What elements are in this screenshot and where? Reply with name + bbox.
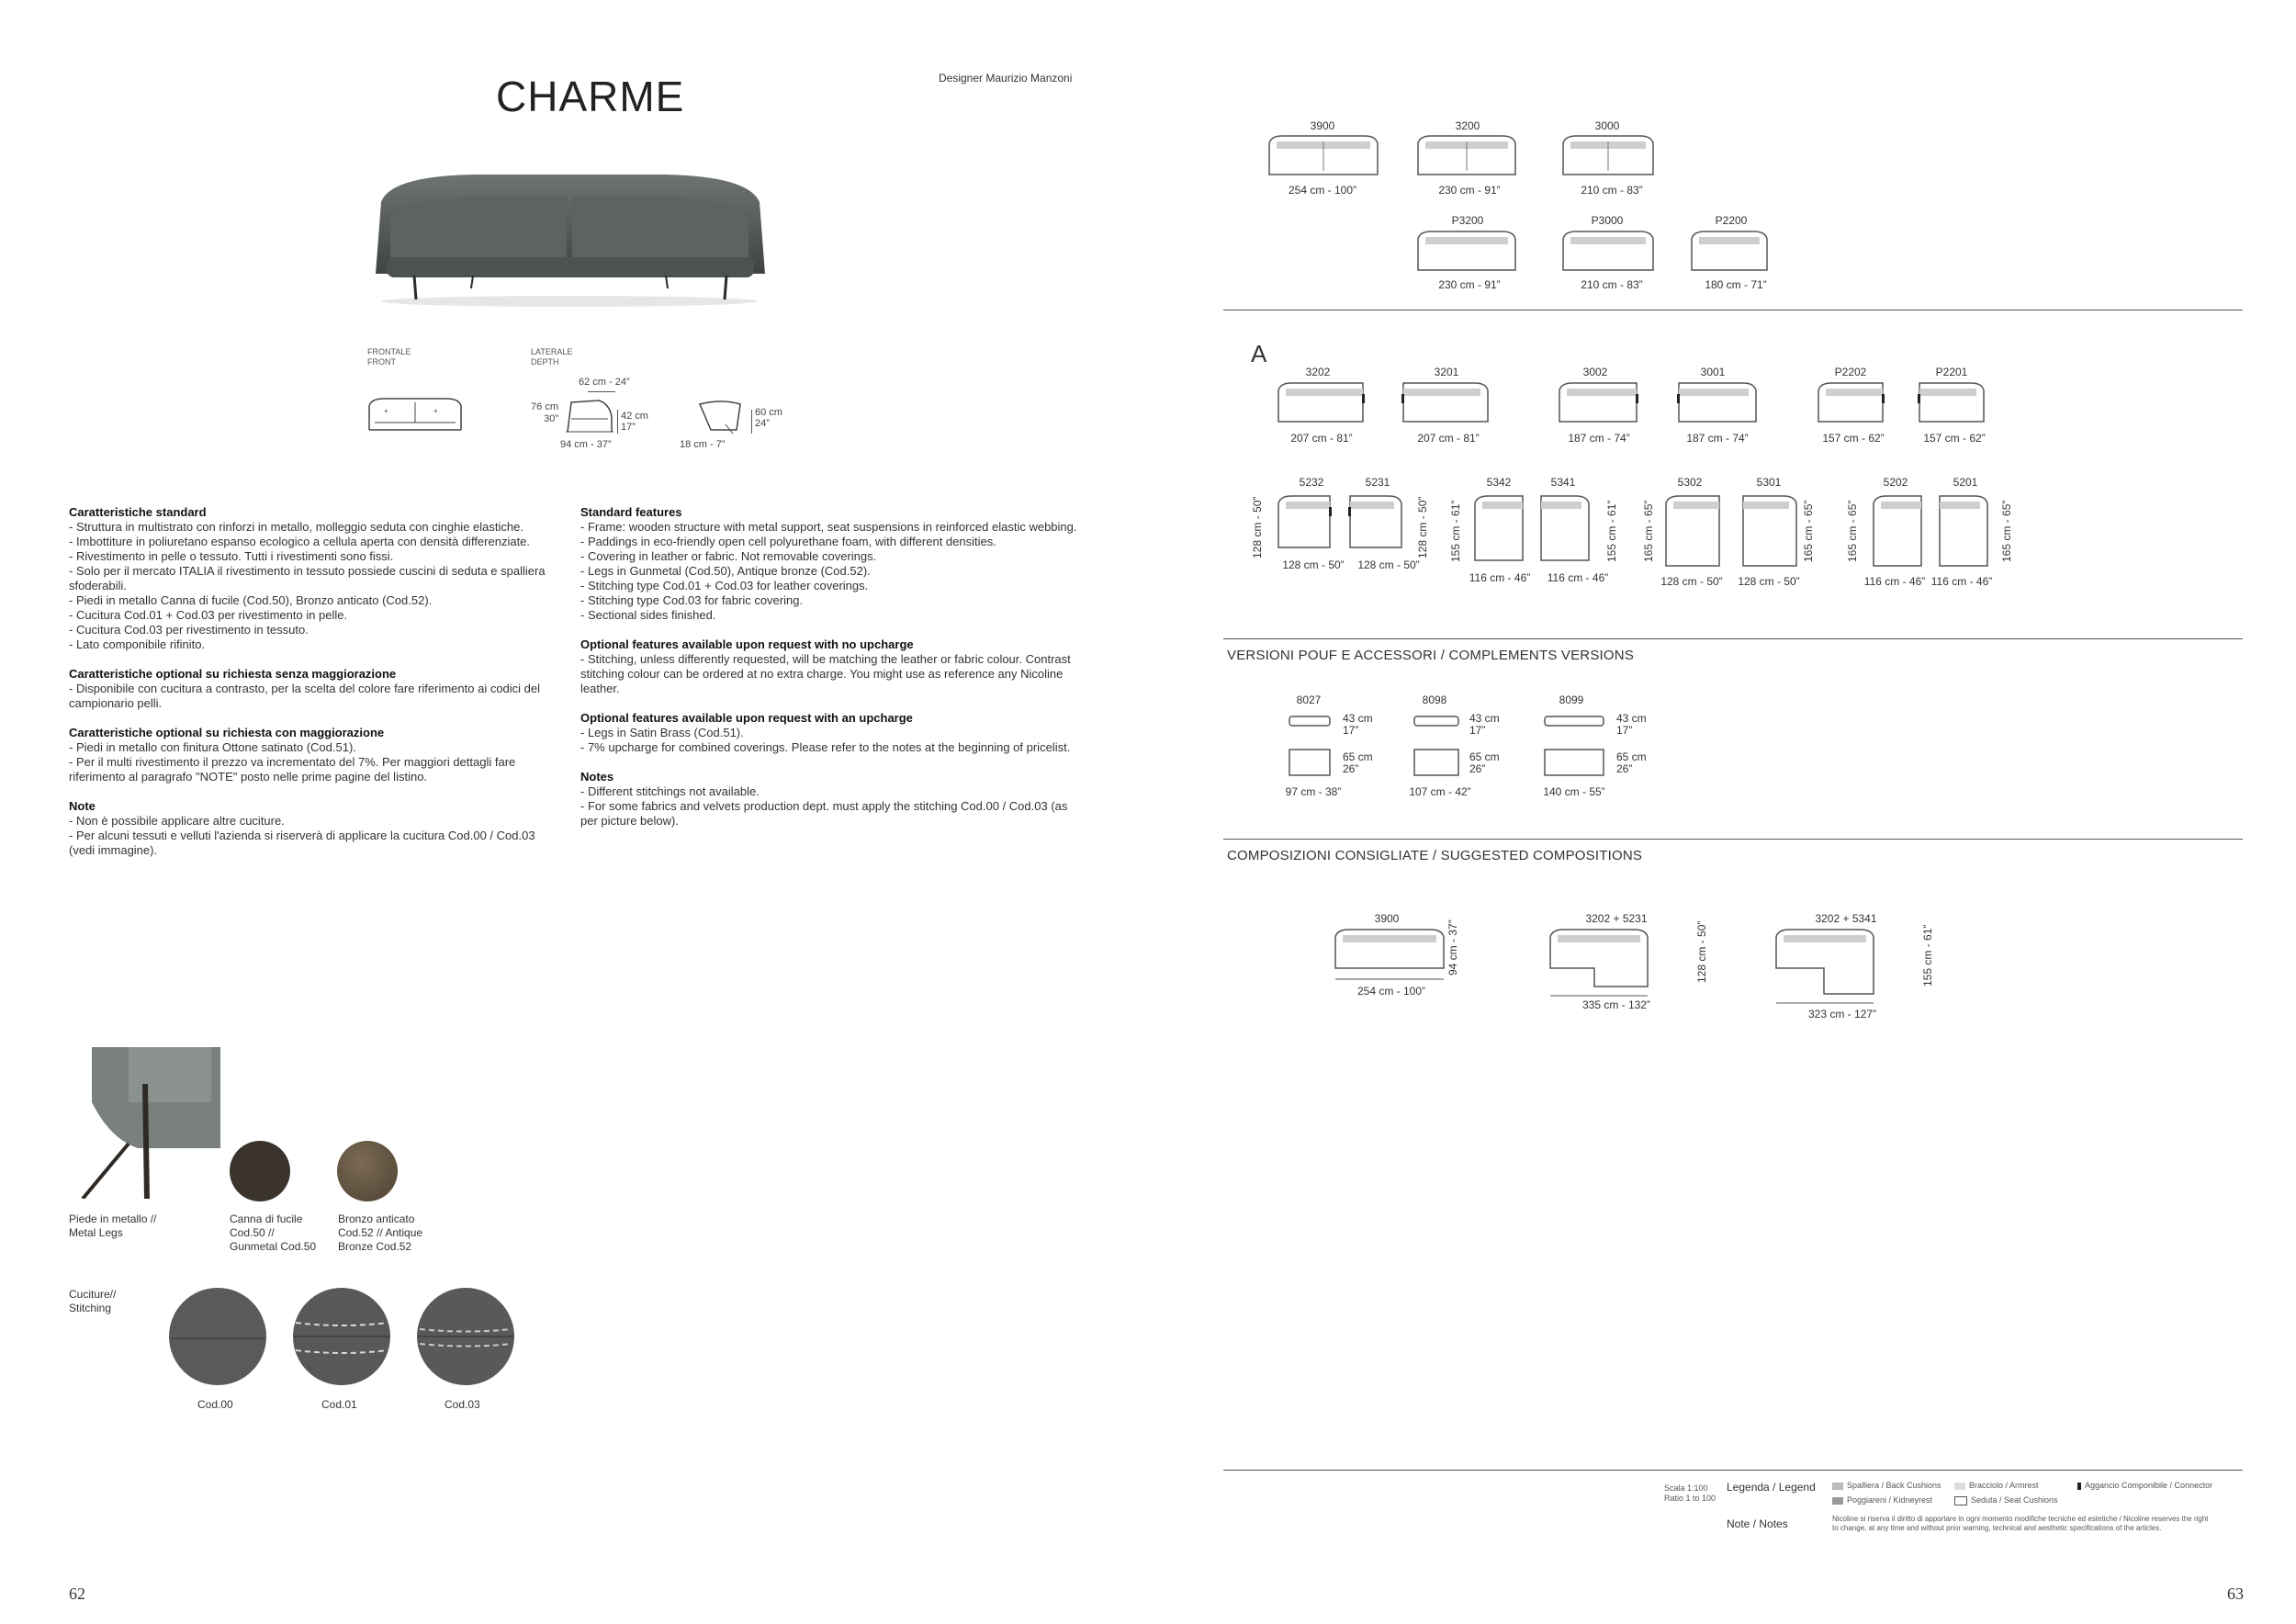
model-3900-dim: 254 cm - 100” (1288, 184, 1357, 197)
pouf-8027-width: 97 cm - 38” (1285, 785, 1342, 798)
cod03-label: Cod.03 (445, 1398, 480, 1411)
model-p3000-dim: 210 cm - 83” (1581, 278, 1643, 291)
pouf-8098: 8098 (1422, 694, 1447, 706)
english-features: Standard features - Frame: wooden structure with metal support, seat suspensions in reinforced elastic webbing. - Paddings in eco-friendly open cell polyurethane foam, with different densities. - Covering in leather or fabric. Not removable coverings. - Legs in Gunmetal (Cod.50), Antique bronze (Cod.52). - Stitching type Cod.01 + Cod.03 for leather coverings. - Stitching type Cod.03 for fabric covering. - Sectional sides finished. Optional features available upon request with no upcharge - Stitching, unless differently requested, will be matching the leather or fabric colour. Contrast stitching colour can be ordered at no extra charge. You might use as reference any Nicoline leather. Optional features available upon request with an upcharge - Legs in Satin Brass (Cod.51). - 7% upcharge for combined coverings. Please refer to the notes at the beginning of pricelist. Notes - Different stitchings not available. - For some fabrics and velvets production dept. must apply the stitching Cod.00 / Cod.03 (as per picture below). (580, 505, 1077, 828)
pouf-8027: 8027 (1296, 694, 1322, 706)
model-p2202-dim: 157 cm - 62” (1822, 432, 1885, 445)
model-p2202: P2202 (1834, 366, 1867, 378)
scale-it: Scala 1:100 (1664, 1483, 1708, 1493)
pouf-section-title: VERSIONI POUF E ACCESSORI / COMPLEMENTS VERSIONS (1227, 648, 1635, 663)
model-p3200-dim: 230 cm - 91” (1438, 278, 1501, 291)
comp-3-model: 3202 + 5341 (1815, 912, 1877, 925)
comp-1-width: 254 cm - 100” (1356, 985, 1426, 998)
notes-line-2: to change, at any time and without prior warning, technical and aesthetic specifications of the articles. (1832, 1524, 2162, 1532)
sofa-front-image (363, 165, 776, 312)
pouf-8099: 8099 (1559, 694, 1584, 706)
height-42: 42 cm (621, 411, 648, 422)
corner-5302-width: 128 cm - 50” (1660, 575, 1723, 588)
pouf-8098-depth: 65 cm (1469, 750, 1500, 763)
section-a-letter: A (1251, 340, 1267, 367)
model-5341: 5341 (1550, 476, 1576, 489)
side-angle-drawing (694, 399, 749, 435)
gunmetal-code: Cod.50 // (230, 1226, 275, 1239)
model-5302: 5302 (1677, 476, 1703, 489)
product-title: CHARME (496, 73, 685, 120)
corner-5342-depth: 155 cm - 61” (1449, 500, 1462, 562)
front-label: FRONT (367, 357, 396, 367)
svg-text:+: + (433, 407, 438, 415)
depth-62: 62 cm - 24” (579, 377, 630, 388)
model-5202: 5202 (1883, 476, 1908, 489)
italian-features: Caratteristiche standard - Struttura in multistrato con rinforzi in metallo, molleggio seduta con cinghie elastiche. - Imbottiture in poliuretano espanso ecologico a cellula aperta con densità differenziate. - Rivestimento in pelle o tessuto. Tutti i rivestimenti sono fissi. - Solo per il mercato ITALIA il rivestimento in tessuto possiede cuscini di seduta e spalliera sfoderabili. - Piedi in metallo Canna di fucile (Cod.50), Bronzo anticato (Cod.52). - Cucitura Cod.01 + Cod.03 per rivestimento in pelle. - Cucitura Cod.03 per rivestimento in tessuto. - Lato componibile rifinito. Caratteristiche optional su richiesta senza maggiorazione - Disponibile con cucitura a contrasto, per la scelta del colore fare riferimento ai codici del campionario pelli. Caratteristiche optional su richiesta con maggiorazione - Piedi in metallo con finitura Ottone satinato (Cod.51). - Per il multi rivestimento il prezzo va incrementato del 7%. Per maggiori dettagli fare riferimento al paragrafo "NOTE" posto nelle prime pagine del listino. Note - Non è possibile applicare altre cuciture. - Per alcuni tessuti e velluti l'azienda si riserverà di applicare la cucitura Cod.00 / Cod.03 (vedi immagine). (69, 505, 546, 857)
pouf-8027-height-in: 17” (1343, 724, 1359, 737)
bronze-swatch (337, 1141, 398, 1201)
bronze-label: Bronzo anticato (338, 1212, 415, 1225)
scale-en: Ratio 1 to 100 (1664, 1494, 1716, 1503)
legs-label-en: Metal Legs (69, 1226, 123, 1239)
section-a-row1-drawings (1275, 381, 1991, 429)
pouf-8027-height: 43 cm (1343, 712, 1373, 725)
metal-leg-photo (73, 1047, 220, 1199)
top-row-2-drawings (1414, 230, 1782, 276)
model-p3200: P3200 (1451, 214, 1484, 227)
cod00-label: Cod.00 (197, 1398, 233, 1411)
page-number-left: 62 (69, 1585, 85, 1603)
page-number-right: 63 (2227, 1585, 2244, 1603)
model-3002-dim: 187 cm - 74” (1568, 432, 1630, 445)
corner-5201-depth: 165 cm - 65” (2000, 500, 2013, 562)
model-p2201: P2201 (1935, 366, 1968, 378)
depth-18: 18 cm - 7” (680, 439, 726, 450)
designer-credit: Designer Maurizio Manzoni (939, 72, 1073, 85)
legend-connector: Aggancio Componibile / Connector (2085, 1481, 2213, 1490)
pouf-8027-depth-in: 26” (1343, 762, 1359, 775)
comp-1-depth: 94 cm - 37” (1446, 919, 1459, 976)
comp-2-model: 3202 + 5231 (1585, 912, 1648, 925)
gunmetal-label: Canna di fucile (230, 1212, 303, 1225)
model-3201-dim: 207 cm - 81” (1417, 432, 1480, 445)
connector-key (2077, 1483, 2081, 1490)
corner-5302-depth: 165 cm - 65” (1642, 500, 1655, 562)
pouf-8099-height: 43 cm (1616, 712, 1647, 725)
svg-text:+: + (384, 407, 388, 415)
model-5232: 5232 (1299, 476, 1324, 489)
model-p2201-dim: 157 cm - 62” (1923, 432, 1986, 445)
stitching-label-en: Stitching (69, 1302, 112, 1314)
comp-2-depth: 128 cm - 50” (1695, 920, 1708, 983)
height-42-in: 17” (621, 422, 636, 433)
pouf-drawings (1286, 713, 1607, 777)
pouf-8098-height-in: 17” (1469, 724, 1486, 737)
model-3900: 3900 (1310, 119, 1335, 132)
model-3200: 3200 (1455, 119, 1480, 132)
model-5301: 5301 (1756, 476, 1782, 489)
armrest-key (1954, 1483, 1965, 1490)
model-5231: 5231 (1365, 476, 1390, 489)
model-3001: 3001 (1700, 366, 1726, 378)
comp-1-model: 3900 (1374, 912, 1400, 925)
stitching-label-it: Cuciture// (69, 1288, 117, 1301)
front-view-drawing (366, 395, 467, 436)
height-76-in: 30” (544, 413, 558, 424)
corner-5231-depth: 128 cm - 50” (1416, 496, 1429, 558)
pouf-8099-depth-in: 26” (1616, 762, 1633, 775)
model-3002: 3002 (1582, 366, 1608, 378)
corner-5232-depth: 128 cm - 50” (1251, 496, 1264, 558)
corner-5341-depth: 155 cm - 61” (1605, 500, 1618, 562)
legend-back: Spalliera / Back Cushions (1847, 1481, 1941, 1490)
legend-seat: Seduta / Seat Cushions (1971, 1495, 2058, 1505)
depth-label: DEPTH (531, 357, 559, 367)
legs-label-it: Piede in metallo // (69, 1212, 157, 1225)
cod01-label: Cod.01 (321, 1398, 357, 1411)
pouf-8098-width: 107 cm - 42” (1409, 785, 1471, 798)
comp-3-depth: 155 cm - 61” (1921, 924, 1934, 987)
legend-title: Legenda / Legend (1727, 1481, 1816, 1494)
gunmetal-label-en: Gunmetal Cod.50 (230, 1240, 317, 1253)
pouf-8099-depth: 65 cm (1616, 750, 1647, 763)
height-76: 76 cm (531, 401, 558, 412)
side-view-drawing (562, 399, 617, 435)
top-row-1-drawings (1266, 134, 1670, 180)
stitching-swatches (167, 1286, 516, 1387)
seat-cushion-key (1954, 1496, 1967, 1506)
model-p2200: P2200 (1715, 214, 1748, 227)
comp-3-width: 323 cm - 127” (1807, 1008, 1877, 1021)
corner-5201-width: 116 cm - 46” (1930, 575, 1993, 588)
bronze-code: Cod.52 // Antique (338, 1226, 423, 1239)
corner-5301-width: 128 cm - 50” (1738, 575, 1800, 588)
corner-5232-width: 128 cm - 50” (1282, 558, 1345, 571)
notes-line-1: Nicoline si riserva il diritto di apportare in ogni momento modifiche tecniche ed estetiche / Nicoline reserves the right (1832, 1515, 2209, 1523)
pouf-8098-depth-in: 26” (1469, 762, 1486, 775)
depth-94: 94 cm - 37” (560, 439, 612, 450)
model-3000-dim: 210 cm - 83” (1581, 184, 1643, 197)
legend-kidney: Poggiareni / Kidneyrest (1847, 1495, 1933, 1505)
model-3200-dim: 230 cm - 91” (1438, 184, 1501, 197)
back-cushion-key (1832, 1483, 1843, 1490)
gunmetal-swatch (230, 1141, 290, 1201)
model-3000: 3000 (1594, 119, 1620, 132)
bronze-label-en: Bronze Cod.52 (338, 1240, 412, 1253)
pouf-8099-height-in: 17” (1616, 724, 1633, 737)
comp-2-width: 335 cm - 132” (1581, 998, 1651, 1011)
corner-5301-depth: 165 cm - 65” (1802, 500, 1815, 562)
compositions-title: COMPOSIZIONI CONSIGLIATE / SUGGESTED COMPOSITIONS (1227, 848, 1643, 863)
model-3202: 3202 (1305, 366, 1331, 378)
model-3201: 3201 (1434, 366, 1459, 378)
pouf-8027-depth: 65 cm (1343, 750, 1373, 763)
notes-title: Note / Notes (1727, 1517, 1788, 1530)
model-5342: 5342 (1486, 476, 1512, 489)
model-p3000: P3000 (1591, 214, 1624, 227)
pouf-8099-width: 140 cm - 55” (1543, 785, 1605, 798)
model-p2200-dim: 180 cm - 71” (1705, 278, 1767, 291)
corner-5202-depth: 165 cm - 65” (1846, 500, 1859, 562)
model-5201: 5201 (1953, 476, 1978, 489)
frontale-label: FRONTALE (367, 347, 411, 356)
model-3202-dim: 207 cm - 81” (1290, 432, 1353, 445)
kidneyrest-key (1832, 1497, 1843, 1505)
pouf-8098-height: 43 cm (1469, 712, 1500, 725)
model-3001-dim: 187 cm - 74” (1686, 432, 1749, 445)
height-60: 60 cm (755, 407, 782, 418)
corner-5231-width: 128 cm - 50” (1357, 558, 1420, 571)
corner-5202-width: 116 cm - 46” (1863, 575, 1926, 588)
legend-arm: Bracciolo / Armrest (1969, 1481, 2039, 1490)
corner-5341-width: 116 cm - 46” (1547, 571, 1609, 584)
corner-5342-width: 116 cm - 46” (1469, 571, 1531, 584)
height-60-in: 24” (755, 418, 770, 429)
laterale-label: LATERALE (531, 347, 573, 356)
